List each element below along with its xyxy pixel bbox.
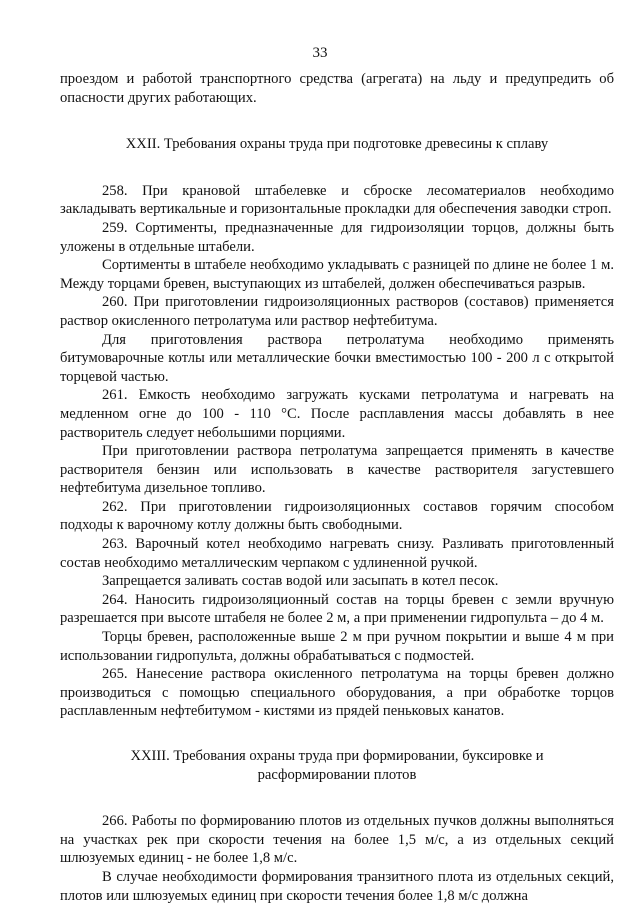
page-number: 33 xyxy=(312,45,328,61)
paragraph-261: 261. Емкость необходимо загружать кусками петролатума и нагревать на медленном огне до 100 - 110 °С. После расплавления массы добавлять в нее растворитель следует небольшими порциями. xyxy=(60,387,614,441)
section-heading-xxiii-line-2: расформировании плотов xyxy=(257,766,417,783)
paragraph-262: 262. При приготовлении гидроизоляционных составов горячим способом подходы к варочному котлу должны быть свободными. xyxy=(60,498,614,534)
paragraph-266-continued: В случае необходимости формирования транзитного плота из отдельных секций, плотов или шлюзуемых единиц при скорости течения более 1,8 м/с должна xyxy=(60,868,614,904)
section-heading-xxiii xyxy=(60,747,614,784)
paragraph-261-continued: При приготовлении раствора петролатума запрещается применять в качестве растворителя бензин или использовать в качестве растворителя загустевшего нефтебитума дизельное топливо. xyxy=(60,443,614,497)
paragraph-259: 259. Сортименты, предназначенные для гидроизоляции торцов, должны быть уложены в отдельные штабели. xyxy=(60,219,614,255)
paragraph-259-continued: Сортименты в штабеле необходимо укладывать с разницей по длине не более 1 м. Между торцами бревен, выступающих из штабелей, должен обеспечиваться разрыв. xyxy=(60,257,614,292)
continuation-paragraph: проездом и работой транспортного средства (агрегата) на льду и предупредить об опасности других работающих. xyxy=(60,71,614,106)
paragraph-258: 258. При крановой штабелевке и сброске лесоматериалов необходимо закладывать вертикальные и горизонтальные прокладки для обеспечения заводки строп. xyxy=(60,182,614,218)
section-heading-xxii: XXII. Требования охраны труда при подготовке древесины к сплаву xyxy=(125,136,549,153)
paragraph-263: 263. Варочный котел необходимо нагревать снизу. Разливать приготовленный состав необходимо металлическим черпаком с удлиненной ручкой. xyxy=(60,536,614,571)
paragraph-264-continued: Торцы бревен, расположенные выше 2 м при ручном покрытии и выше 4 м при использовании гидропульта, должны обрабатываться с подмостей. xyxy=(60,629,614,664)
paragraph-264: 264. Наносить гидроизоляционный состав на торцы бревен с земли вручную разрешается при высоте штабеля не более 2 м, а при применении гидропульта – до 4 м. xyxy=(60,591,614,627)
paragraph-263-continued: Запрещается заливать состав водой или засыпать в котел песок. xyxy=(102,573,499,590)
paragraph-260-continued: Для приготовления раствора петролатума необходимо применять битумоварочные котлы или металлические бочки вместимостью 100 - 200 л с открытой торцевой частью. xyxy=(60,331,614,385)
paragraph-260: 260. При приготовлении гидроизоляционных растворов (составов) применяется раствор окисленного петролатума или раствор нефтебитума. xyxy=(60,294,614,329)
paragraph-266: 266. Работы по формированию плотов из отдельных пучков должны выполняться на участках рек при скорости течения на более 1,5 м/с, а из отдельных секций шлюзуемых единиц - не более 1,8 м/с. xyxy=(60,813,614,867)
section-heading-xxiii-line-1: XXIII. Требования охраны труда при формировании, буксировке и xyxy=(130,748,544,764)
page-content xyxy=(60,70,614,905)
paragraph-265: 265. Нанесение раствора окисленного петролатума на торцы бревен должно производиться с помощью специального оборудования, а при обработке торцов расплавленным нефтебитумом - кистями из прядей пеньковых канатов. xyxy=(60,666,614,720)
